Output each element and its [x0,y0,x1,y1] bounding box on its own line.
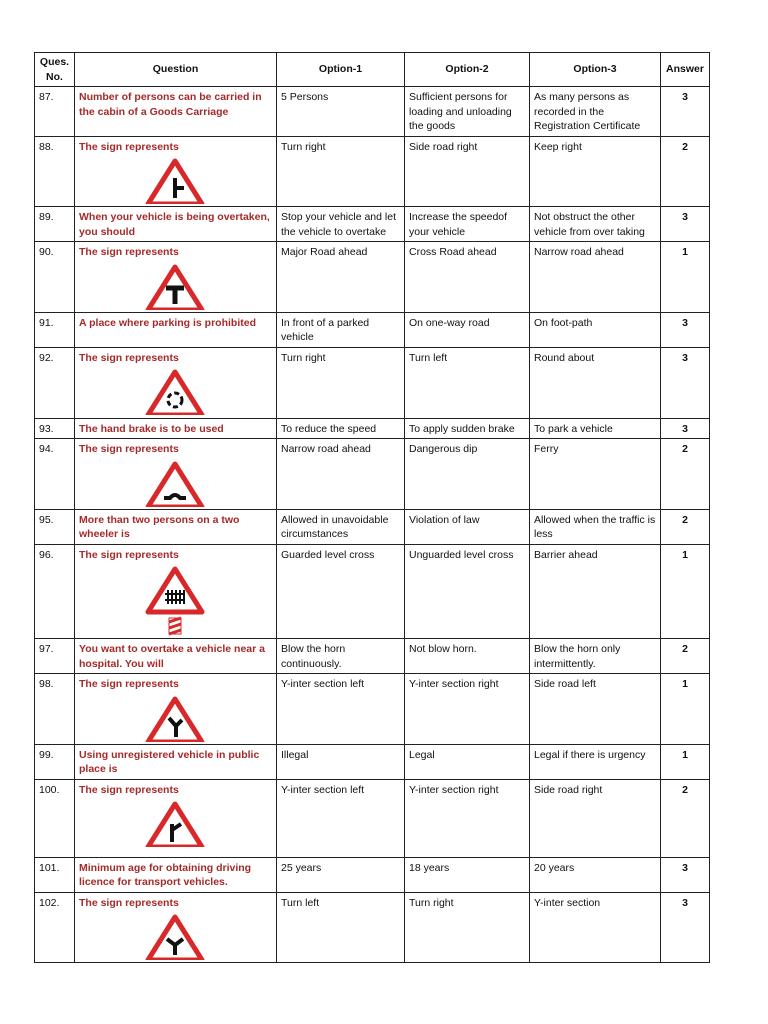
header-option-3: Option-3 [530,53,661,87]
table-row [35,87,710,137]
table-row [35,674,710,745]
answer: 1 [661,242,710,313]
question-text: The sign represents [79,783,179,796]
header-option-2: Option-2 [405,53,530,87]
question-cell [75,892,277,963]
option-1: Major Road ahead [277,242,405,313]
y-intersection-right-sign [145,801,205,847]
option-1: Allowed in unavoidable circumstances [277,509,405,544]
option-1: Y-inter section left [277,674,405,745]
option-2: Legal [405,744,530,779]
option-1: Stop your vehicle and let the vehicle to overtake [277,207,405,242]
option-1: In front of a parked vehicle [277,312,405,347]
question-number: 94. [35,439,75,510]
option-3: Y-inter section [530,892,661,963]
option-3: Keep right [530,136,661,207]
table-row [35,136,710,207]
answer: 3 [661,207,710,242]
answer: 1 [661,744,710,779]
option-2: Y-inter section right [405,779,530,857]
option-3: Blow the horn only intermittently. [530,639,661,674]
question-number: 102. [35,892,75,963]
option-1: Blow the horn continuously. [277,639,405,674]
answer: 3 [661,857,710,892]
question-cell [75,136,277,207]
roundabout-sign [145,369,205,415]
question-cell [75,509,277,544]
question-cell [75,347,277,418]
option-3: Side road left [530,674,661,745]
question-cell [75,674,277,745]
question-number: 96. [35,544,75,639]
question-text: Number of persons can be carried in the cabin of a Goods Carriage [79,91,262,118]
question-number: 99. [35,744,75,779]
question-number: 90. [35,242,75,313]
answer: 3 [661,312,710,347]
answer: 2 [661,439,710,510]
question-text: The sign represents [79,678,179,690]
option-3: Not obstruct the other vehicle from over taking [530,207,661,242]
question-text: The sign represents [79,140,179,153]
option-2: Increase the speedof your vehicle [405,207,530,242]
question-text: A place where parking is prohibited [79,316,256,329]
header-row [35,53,710,87]
option-2: 18 years [405,857,530,892]
option-2: Dangerous dip [405,439,530,510]
question-text: The hand brake is to be used [79,422,224,435]
table-row [35,857,710,892]
answer: 1 [661,544,710,639]
question-text: When your vehicle is being overtaken, you should [79,211,270,238]
option-3: 20 years [530,857,661,892]
y-intersection-sign [145,914,205,960]
option-1: Y-inter section left [277,779,405,857]
question-number: 92. [35,347,75,418]
question-cell [75,857,277,892]
answer: 3 [661,892,710,963]
question-text: Minimum age for obtaining driving licence for transport vehicles. [79,861,252,888]
question-number: 87. [35,87,75,137]
question-cell [75,639,277,674]
questions-table [34,52,710,963]
option-3: Allowed when the traffic is less [530,509,661,544]
question-cell [75,744,277,779]
table-body [35,87,710,963]
table-row [35,509,710,544]
answer: 2 [661,136,710,207]
question-number: 101. [35,857,75,892]
option-2: Not blow horn. [405,639,530,674]
question-text: You want to overtake a vehicle near a hospital. You will [79,643,265,670]
option-1: Turn left [277,892,405,963]
question-number: 95. [35,509,75,544]
question-text: The sign represents [79,896,179,909]
question-cell [75,439,277,510]
answer: 1 [661,674,710,745]
option-3: Round about [530,347,661,418]
option-2: Y-inter section right [405,674,530,745]
option-2: Turn left [405,347,530,418]
answer: 3 [661,87,710,137]
table-row [35,207,710,242]
answer: 2 [661,779,710,857]
question-text: Using unregistered vehicle in public place is [79,748,260,775]
side-road-right-sign [145,158,205,204]
option-3: Legal if there is urgency [530,744,661,779]
table-row [35,312,710,347]
option-3: Side road right [530,779,661,857]
option-1: Illegal [277,744,405,779]
option-2: Side road right [405,136,530,207]
option-3: Barrier ahead [530,544,661,639]
option-2: Cross Road ahead [405,242,530,313]
question-number: 97. [35,639,75,674]
question-text: The sign represents [79,443,179,455]
answer: 3 [661,418,710,439]
header-option-1: Option-1 [277,53,405,87]
option-1: 25 years [277,857,405,892]
option-1: Narrow road ahead [277,439,405,510]
question-cell [75,87,277,137]
table-row [35,744,710,779]
question-cell [75,779,277,857]
question-number: 88. [35,136,75,207]
option-2: Violation of law [405,509,530,544]
option-1: To reduce the speed [277,418,405,439]
option-2: Turn right [405,892,530,963]
option-1: 5 Persons [277,87,405,137]
question-text: More than two persons on a two wheeler is [79,513,240,540]
table-row [35,779,710,857]
option-2: Sufficient persons for loading and unloading the goods [405,87,530,137]
question-text: The sign represents [79,246,179,258]
question-text: The sign represents [79,548,179,561]
table-row [35,892,710,963]
question-cell [75,544,277,639]
table-row [35,544,710,639]
question-number: 98. [35,674,75,745]
option-3: As many persons as recorded in the Registration Certificate [530,87,661,137]
dangerous-dip-sign [145,461,205,507]
question-number: 89. [35,207,75,242]
answer: 2 [661,639,710,674]
option-2: On one-way road [405,312,530,347]
y-intersection-left-sign [145,696,205,742]
question-cell [75,242,277,313]
option-3: On foot-path [530,312,661,347]
option-2: Unguarded level cross [405,544,530,639]
question-cell [75,312,277,347]
option-3: Narrow road ahead [530,242,661,313]
option-2: To apply sudden brake [405,418,530,439]
option-3: To park a vehicle [530,418,661,439]
major-road-ahead-sign [145,264,205,310]
header-ques-no: Ques. No. [35,53,75,87]
option-1: Turn right [277,136,405,207]
question-number: 91. [35,312,75,347]
option-3: Ferry [530,439,661,510]
option-1: Turn right [277,347,405,418]
table-row [35,639,710,674]
table-row [35,242,710,313]
table-row [35,418,710,439]
header-question: Question [75,53,277,87]
guarded-level-crossing-sign [145,566,205,636]
question-text: The sign represents [79,351,179,364]
question-number: 100. [35,779,75,857]
answer: 2 [661,509,710,544]
question-number: 93. [35,418,75,439]
answer: 3 [661,347,710,418]
header-answer: Answer [661,53,710,87]
question-cell [75,207,277,242]
option-1: Guarded level cross [277,544,405,639]
table-row [35,347,710,418]
question-cell [75,418,277,439]
table-row [35,439,710,510]
